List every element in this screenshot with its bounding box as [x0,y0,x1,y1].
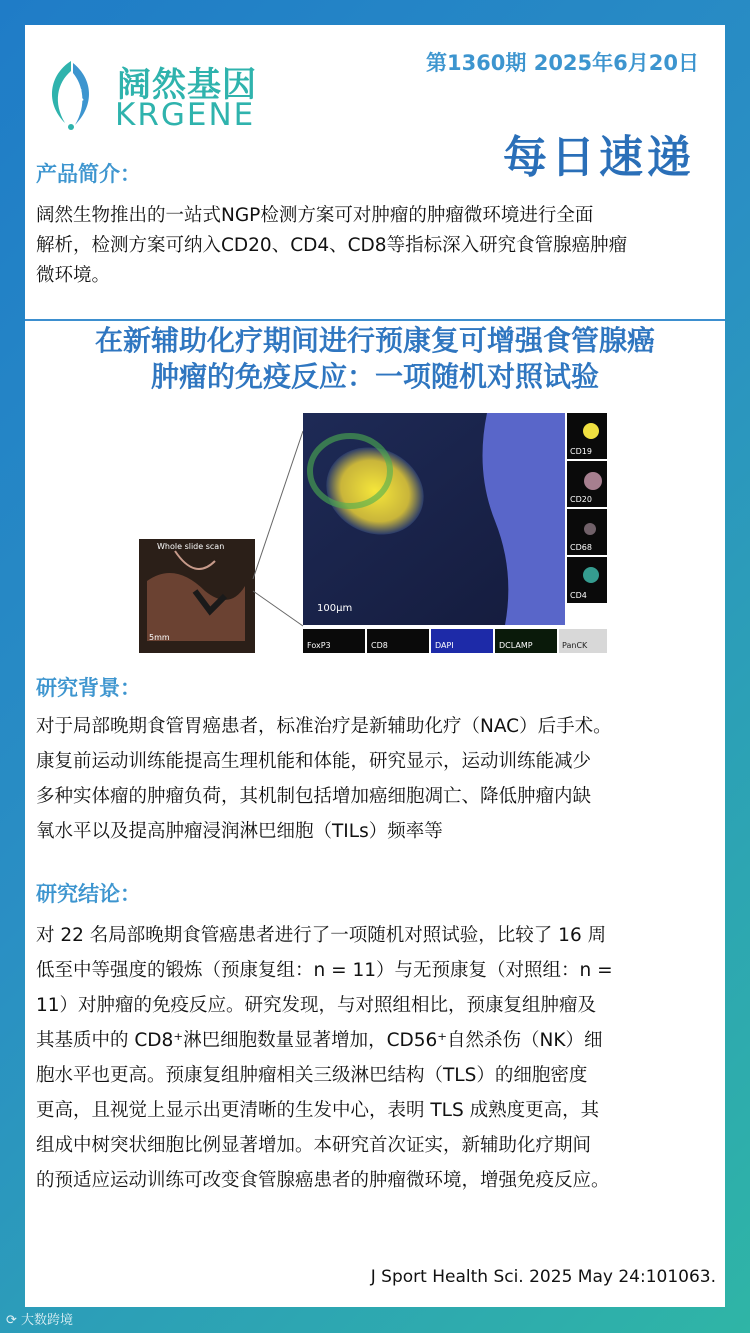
logo-chinese-name: 阔然基因 [117,65,257,105]
background-line: 康复前运动训练能提高生理机能和体能，研究显示，运动训练能减少 [36,751,592,772]
section-badge: 每日速递 [503,132,695,183]
conclusion-heading: 研究结论： [36,882,141,906]
panel-label-cd4: CD4 [570,591,587,600]
whole-slide-label: Whole slide scan [157,542,225,551]
dna-leaf-icon [35,53,107,133]
article-title-line: 肿瘤的免疫反应：一项随机对照试验 [150,360,599,393]
conclusion-line: 对 22 名局部晚期食管癌患者进行了一项随机对照试验，比较了 16 周 [36,925,607,946]
watermark [6,1309,73,1328]
panel-label-foxp3: FoxP3 [307,641,331,650]
article-title [25,323,725,395]
newsletter-card [25,25,725,1307]
conclusion-line: 的预适应运动训练可改变食管腺癌患者的肿瘤微环境，增强免疫反应。 [36,1170,610,1191]
scale-main: 100μm [317,603,353,614]
figure-graphic [135,411,607,653]
panel-label-cd68: CD68 [570,543,592,552]
product-line: 微环境。 [36,265,111,286]
scale-small: 5mm [149,633,170,642]
conclusion-text [36,918,718,1198]
conclusion-line: 低至中等强度的锻炼（预康复组：n = 11）与无预康复（对照组：n = [36,960,613,981]
watermark-icon: ⟳ [6,1313,17,1328]
product-line: 阔然生物推出的一站式NGP检测方案可对肿瘤的肿瘤微环境进行全面 [36,205,594,226]
conclusion-line: 11）对肿瘤的免疫反应。研究发现，与对照组相比，预康复组肿瘤及 [36,995,597,1016]
background-line: 多种实体瘤的肿瘤负荷，其机制包括增加癌细胞凋亡、降低肿瘤内缺 [36,786,592,807]
conclusion-line: 其基质中的 CD8⁺淋巴细胞数量显著增加，CD56⁺自然杀伤（NK）细 [36,1030,603,1051]
background-line: 氧水平以及提高肿瘤浸润淋巴细胞（TILs）频率等 [36,821,443,842]
background-heading: 研究背景： [36,676,141,700]
panel-label-dclamp: DCLAMP [499,641,533,650]
background-line: 对于局部晚期食管胃癌患者，标准治疗是新辅助化疗（NAC）后手术。 [36,716,612,737]
multiplex-staining-figure [135,411,607,653]
watermark-text: 大数跨境 [21,1313,74,1328]
logo-english-name: KRGENE [115,97,256,133]
panel-label-cd19: CD19 [570,447,592,456]
product-line: 解析，检测方案可纳入CD20、CD4、CD8等指标深入研究食管腺癌肿瘤 [36,235,628,256]
section-divider [25,319,725,321]
product-text [36,201,718,291]
conclusion-line: 更高，且视觉上显示出更清晰的生发中心，表明 TLS 成熟度更高，其 [36,1100,600,1121]
citation: J Sport Health Sci. 2025 May 24:101063. [370,1267,716,1287]
conclusion-line: 组成中树突状细胞比例显著增加。本研究首次证实，新辅助化疗期间 [36,1135,592,1156]
article-title-line: 在新辅助化疗期间进行预康复可增强食管腺癌 [94,324,655,357]
panel-label-cd8: CD8 [371,641,388,650]
krgene-logo [35,53,265,133]
issue-date: 第1360期 2025年6月20日 [425,51,699,75]
panel-label-dapi: DAPI [435,641,454,650]
background-text [36,709,718,849]
panel-label-panck: PanCK [562,641,588,650]
panel-label-cd20: CD20 [570,495,592,504]
product-heading: 产品简介： [36,162,141,186]
conclusion-line: 胞水平也更高。预康复组肿瘤相关三级淋巴结构（TLS）的细胞密度 [36,1065,588,1086]
